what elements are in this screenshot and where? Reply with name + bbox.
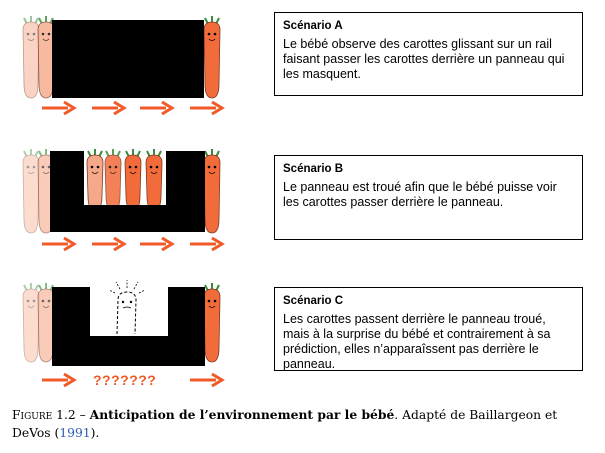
movement-arrow xyxy=(42,102,74,114)
carrot-body xyxy=(204,22,220,98)
carrot-eye xyxy=(27,33,30,36)
scenario-c-box xyxy=(274,287,583,371)
carrot-right xyxy=(204,149,220,233)
carrot-body xyxy=(125,155,141,210)
carrot-eye xyxy=(129,166,132,169)
scenario-b-box xyxy=(274,155,583,240)
scenario-a-text: Le bébé observe des carottes glissant sur un rail faisant passer les carottes derrière un panneau qui les masquent. xyxy=(283,37,565,81)
carrot-eye xyxy=(214,166,217,169)
movement-arrow xyxy=(42,374,74,386)
figure-caption xyxy=(12,406,598,442)
scenario-c-text: Les carottes passent derrière le panneau troué, mais à la surprise du bébé et contrairement à sa prédiction, elles n’apparaîssent pas derrière le panneau. xyxy=(283,312,551,371)
carrot-body xyxy=(23,155,39,233)
carrot-eye xyxy=(27,300,30,303)
question-marks: ??????? xyxy=(93,372,157,388)
carrot-body xyxy=(87,155,103,210)
carrot-eye xyxy=(109,166,112,169)
ghost-carrot-eye xyxy=(130,301,132,303)
carrot-eye xyxy=(208,33,211,36)
carrot-body xyxy=(38,22,54,98)
scenario-b-text: Le panneau est troué afin que le bébé puisse voir les carottes passer derrière le panneau. xyxy=(283,180,557,209)
carrot-body xyxy=(38,289,54,362)
carrot-eye xyxy=(33,33,36,36)
movement-arrow xyxy=(42,238,74,250)
carrot-eye xyxy=(27,166,30,169)
carrot-body xyxy=(105,155,121,210)
carrot-behind xyxy=(87,149,103,210)
carrot-body xyxy=(204,155,220,233)
carrot-eye xyxy=(42,166,45,169)
carrot-eye xyxy=(33,166,36,169)
carrot-eye xyxy=(156,166,159,169)
carrot-eye xyxy=(150,166,153,169)
carrot-behind xyxy=(146,149,162,210)
carrot-eye xyxy=(214,300,217,303)
figure-label: Figure 1.2 – xyxy=(12,408,86,422)
scenario-a-title: Scénario A xyxy=(283,20,343,32)
movement-arrow xyxy=(190,102,222,114)
carrot-body xyxy=(146,155,162,210)
carrot-body xyxy=(204,289,220,362)
movement-arrow xyxy=(190,374,222,386)
movement-arrow xyxy=(140,102,172,114)
scenario-c-title: Scénario C xyxy=(283,295,344,307)
citation-link[interactable]: 1991 xyxy=(59,426,91,440)
faded-carrot-left xyxy=(23,16,39,98)
carrot-eye xyxy=(42,300,45,303)
movement-arrow xyxy=(140,238,172,250)
scenario-b-title: Scénario B xyxy=(283,163,344,175)
figure-title: Anticipation de l’environnement par le bébé xyxy=(89,407,395,422)
carrot-eye xyxy=(91,166,94,169)
panel-c-hole xyxy=(90,287,168,336)
carrot-eye xyxy=(42,33,45,36)
carrot-body xyxy=(23,289,39,362)
carrot-right xyxy=(204,16,220,98)
movement-arrow xyxy=(92,238,124,250)
caption-end: ). xyxy=(90,426,100,440)
faded-carrot-left xyxy=(23,149,39,233)
carrot-eye xyxy=(97,166,100,169)
carrot-eye xyxy=(214,33,217,36)
carrot-eye xyxy=(33,300,36,303)
movement-arrow xyxy=(92,102,124,114)
carrot-behind xyxy=(105,149,121,210)
carrot-body xyxy=(23,22,39,98)
carrot-eye xyxy=(135,166,138,169)
carrot-eye xyxy=(208,300,211,303)
carrot-eye xyxy=(48,300,51,303)
movement-arrow xyxy=(190,238,222,250)
carrot-behind xyxy=(125,149,141,210)
carrot-right xyxy=(204,283,220,362)
carrot-eye xyxy=(48,33,51,36)
carrot-eye xyxy=(48,166,51,169)
ghost-carrot-eye xyxy=(122,301,124,303)
scenario-a-box xyxy=(274,12,583,96)
panel-a xyxy=(52,20,204,98)
carrot-eye xyxy=(115,166,118,169)
faded-carrot-left xyxy=(23,283,39,362)
caption-body: . Adapté de Baillargeon et DeVos ( xyxy=(12,408,558,440)
faded-carrot-left xyxy=(38,283,54,362)
carrot-eye xyxy=(208,166,211,169)
faded-carrot-left xyxy=(38,16,54,98)
